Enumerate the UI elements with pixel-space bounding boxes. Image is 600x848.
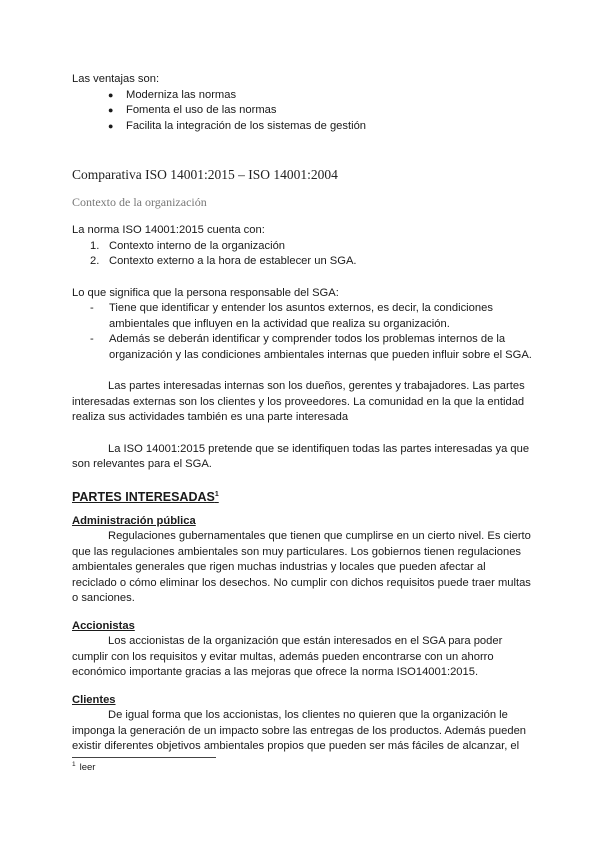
section-title: Administración pública [72,514,196,527]
footnote-number: 1 [72,760,76,768]
contexto-list [72,239,532,270]
partes-interesadas-heading [72,489,532,506]
ventajas-list [72,88,532,135]
list-item: ● Fomenta el uso de las normas [108,103,532,119]
norma-text: La norma ISO 14001:2015 cuenta con: [72,224,265,236]
list-item [90,254,532,270]
list-number: 1. [90,239,100,252]
footnote-divider [72,757,216,758]
list-item: ● Moderniza las normas [108,88,532,104]
document-content [72,72,532,755]
section-title: Clientes [72,693,116,706]
heading-text: PARTES INTERESADAS [72,489,215,504]
list-number: 2. [90,255,100,267]
iso-paragraph: La ISO 14001:2015 pretende que se identifiquen todas las partes interesadas ya que son relevantes para el SGA. [72,442,530,470]
section-heading-comparativa: Comparativa ISO 14001:2015 – ISO 14001:2004 [72,167,338,182]
subheading-contexto: Contexto de la organización [72,195,207,209]
significa-text: Lo que significa que la persona responsable del SGA: [72,286,339,299]
ventajas-label: Las ventajas son: [72,73,160,85]
list-item-text: Contexto interno de la organización [109,239,286,252]
list-item: - Además se deberán identificar y comprender todos los problemas internos de la organización y las condiciones ambientales internas que pueden influir sobre el SGA. [90,332,532,363]
footnote [72,762,95,774]
list-item: - Tiene que identificar y entender los asuntos externos, es decir, la condiciones ambientales que influyen en la actividad que realiza su organización. [90,301,532,332]
section-title: Accionistas [72,619,135,632]
footnote-reference[interactable]: 1 [214,490,219,498]
section-paragraph: Regulaciones gubernamentales que tienen que cumplirse en un cierto nivel. Es cierto que las regulaciones ambientales son muy particulares. Los gobiernos tienen regulaciones ambientales generales que rigen muchas industrias y locales que pueden afectar al reciclado o cómo eliminar los desechos. No cumplir con dichos requisitos puede traer multas o sanciones. [72,530,531,604]
partes-paragraph: Las partes interesadas internas son los dueños, gerentes y trabajadores. Las partes interesadas externas son los clientes y los proveedores. La comunidad en la que la entidad realiza sus actividades también es una parte interesada [72,380,525,423]
list-item [90,239,532,255]
list-item-text: Contexto externo a la hora de establecer un SGA. [109,255,357,267]
section-paragraph: Los accionistas de la organización que están interesados en el SGA para poder cumplir con los requisitos y evitar multas, además pueden encontrarse con un ahorro económico importante gracias a las mejoras que ofrece la norma ISO14001:2015. [72,635,503,678]
significa-list [72,301,532,363]
footnote-text: leer [79,762,96,773]
section-paragraph: De igual forma que los accionistas, los clientes no quieren que la organización le imponga la generación de un impacto sobre las entregas de los productos. Además pueden existir diferentes objetivos ambientales propios que pueden ser más fáciles de alcanzar, el [72,709,527,752]
list-item: ● Facilita la integración de los sistemas de gestión [108,119,532,135]
